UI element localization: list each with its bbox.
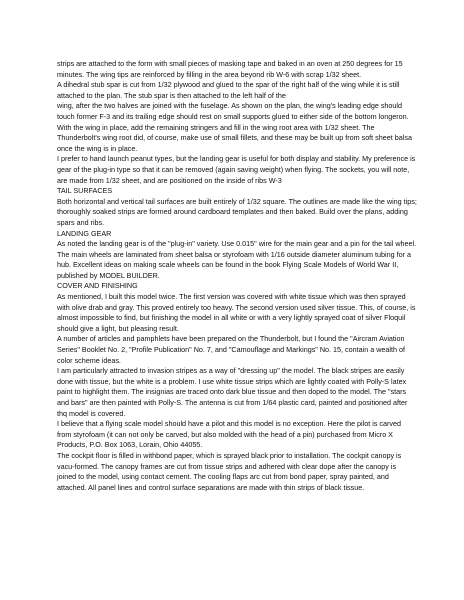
section-heading-tail-surfaces: TAIL SURFACES [57,186,113,196]
paragraph: I prefer to hand launch peanut types, but the landing gear is useful for both display and stability. My preference is gear of the plug-in type so that it can be removed (again saving weight) when flying. The sockets, you will note, are made from 1/32 sheet, and are positioned on the inside of ribs W-3 [57,154,416,185]
paragraph: Both horizontal and vertical tail surfaces are built entirely of 1/32 square. The outlines are made like the wing tips; thoroughly soaked strips are formed around cardboard templates and then baked. Build over the plans, adding spars and ribs. [57,196,417,227]
paragraph: As mentioned, I built this model twice. The first version was covered with white tissue which was then sprayed with olive drab and gray. This proved entirely too heavy. The second version used silver tissue. This, of course, is almost impossible to find, but finishing the model in all white or with a very lightly sprayed coat of silver Floquil should give a light, but pleasing result. [57,292,416,333]
paragraph: The cockpit floor is filled in withbond paper, which is sprayed black prior to installation. The cockpit canopy is vacu-formed. The canopy frames are cut from tissue strips and adhered with clear dope after the canopy is joined to the model, using contact cement. The cooling flaps arc cut from bond paper, spray painted, and attached. All panel lines and control surface separations are made with thin strips of black tissue. [57,450,402,492]
paragraph: I believe that a flying scale model should have a pilot and this model is no exception. Here the pilot is carved from styrofoam (it can not only be carved, but also molded with the head of a pin) purchased from Micro X Products, P.O. Box 1063, Lorain, Ohio 44055. [57,419,401,450]
paragraph: strips are attached to the form with small pieces of masking tape and baked in an oven at 250 degrees for 15 minutes. The wing tips are reinforced by filling in the area beyond rib W-6 with scrap 1/32 sheet. [57,59,403,79]
paragraph: As noted the landing gear is of the "plug-in" variety. Use 0.015" wire for the main gear and a pin for the tail wheel. The main wheels are laminated from sheet balsa or styrofoam with 1/16 outside diameter aluminum tubing for a hub. Excellent ideas on making scale wheels can be found in the book Flying Scale Models of World War II, published by MODEL BUILDER. [57,239,417,280]
paragraph: wing, after the two halves are joined with the fuselage. As shown on the plan, the wing's leading edge should touch former F-3 and its trailing edge should rest on small supports glued to either side of the bottom longeron. With the wing in place, add the remaining stringers and fill in the wing root area with 1/32 sheet. The Thunderbolt's wing root did, of course, make use of small fillets, and these may be built up from soft sheet balsa once the wing is in place. [57,101,412,153]
document-page [57,59,417,493]
paragraph: I am particularly attracted to invasion stripes as a way of "dressing up" the model. The black stripes are easily done with tissue, but the white is a problem. I use white tissue strips which are lightly coated with Polly-S latex paint to highlight them. The insignias are traced onto dark blue tissue and then doped to the model. The "stars and bars" are then painted with Polly-S. The antenna is cut from 1/64 plastic card, painted and positioned after thq model is covered. [57,366,408,418]
section-heading-cover-and-finishing: COVER AND FINISHING [57,281,138,291]
section-heading-landing-gear: LANDING GEAR [57,228,112,238]
paragraph: A number of articles and pamphlets have been prepared on the Thunderbolt, but I found the "Aircram Aviation Series" Booklet No. 2, "Profile Publication" No. 7, and "Camouflage and Markings" No. 15, contain a wealth of color scheme ideas. [57,334,405,365]
paragraph: A dihedral stub spar is cut from 1/32 plywood and glued to the spar of the right half of the wing while it is still attached to the plan. The stub spar is then attached to the left half of the [57,80,400,100]
